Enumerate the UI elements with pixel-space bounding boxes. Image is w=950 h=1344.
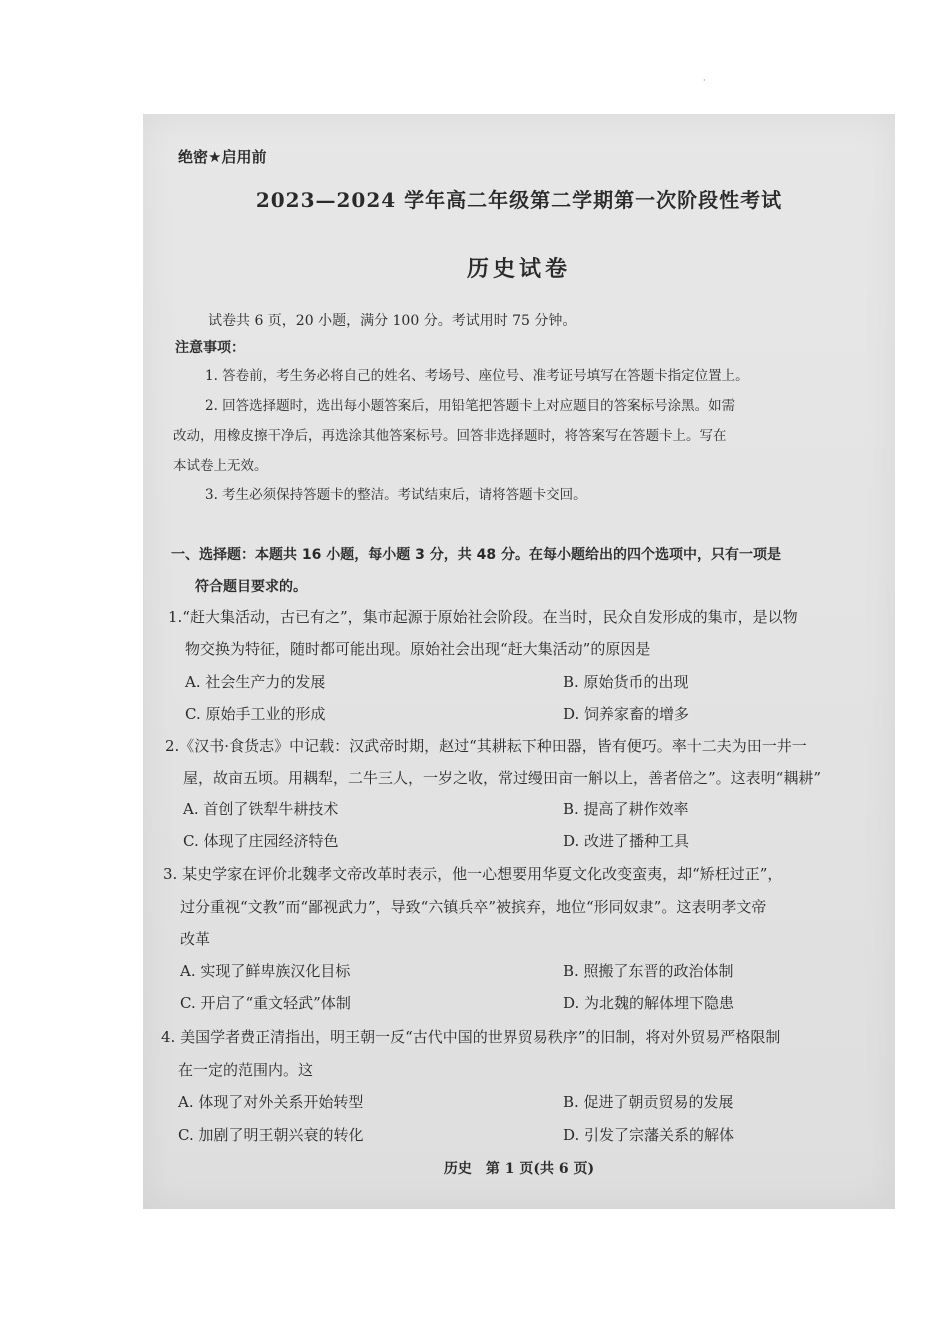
question-3-stem: 3. 某史学家在评价北魏孝文帝改革时表示，他一心想要用华夏文化改变蛮夷，却“矫枉过正”， [163, 865, 783, 883]
notice-item-2: 2. 回答选择题时，选出每小题答案后，用铅笔把答题卡上对应题目的答案标号涂黑。如需 [205, 398, 736, 414]
confidential-label: 绝密★启用前 [178, 148, 267, 166]
question-1-option-a[interactable]: A. 社会生产力的发展 [185, 673, 326, 691]
question-4-option-d[interactable]: D. 引发了宗藩关系的解体 [563, 1126, 735, 1144]
question-1-option-b[interactable]: B. 原始货币的出现 [563, 673, 689, 691]
question-3-option-b[interactable]: B. 照搬了东晋的政治体制 [563, 962, 734, 980]
page-footer: 历史 第 1 页(共 6 页) [443, 1161, 595, 1177]
section-heading-cont: 符合题目要求的。 [195, 579, 307, 595]
question-1-stem-cont: 物交换为特征，随时都可能出现。原始社会出现“赶大集活动”的原因是 [185, 640, 651, 658]
question-2-option-d[interactable]: D. 改进了播种工具 [563, 832, 690, 850]
question-4-option-a[interactable]: A. 体现了对外关系开始转型 [178, 1093, 364, 1111]
question-3-option-d[interactable]: D. 为北魏的解体埋下隐患 [563, 994, 735, 1012]
question-3-option-c[interactable]: C. 开启了“重文轻武”体制 [180, 994, 351, 1012]
notice-item-3: 3. 考生必须保持答题卡的整洁。考试结束后，请将答题卡交回。 [205, 487, 587, 503]
question-4-option-b[interactable]: B. 促进了朝贡贸易的发展 [563, 1093, 734, 1111]
section-heading: 一、选择题：本题共 16 小题，每小题 3 分，共 48 分。在每小题给出的四个选项中，只有一项是 [171, 547, 781, 563]
question-2-option-c[interactable]: C. 体现了庄园经济特色 [183, 832, 339, 850]
scan-dot: · [703, 76, 706, 85]
subject-title: 历史试卷 [466, 256, 571, 282]
exam-paper [143, 114, 895, 1209]
question-4-option-c[interactable]: C. 加剧了明王朝兴衰的转化 [178, 1126, 364, 1144]
question-4-stem: 4. 美国学者费正清指出，明王朝一反“古代中国的世界贸易秩序”的旧制，将对外贸易严格限制 [161, 1028, 781, 1046]
exam-info: 试卷共 6 页，20 小题，满分 100 分。考试用时 75 分钟。 [208, 313, 577, 329]
exam-title: 2023—2024 学年高二年级第二学期第一次阶段性考试 [255, 188, 783, 212]
question-3-option-a[interactable]: A. 实现了鲜卑族汉化目标 [180, 962, 351, 980]
question-1-option-d[interactable]: D. 饲养家畜的增多 [563, 705, 690, 723]
question-2-stem-cont: 屋，故亩五顷。用耦犁，二牛三人，一岁之收，常过缦田亩一斛以上，善者倍之”。这表明“耦耕” [183, 769, 822, 787]
question-4-stem-cont: 在一定的范围内。这 [178, 1061, 314, 1079]
question-2-option-b[interactable]: B. 提高了耕作效率 [563, 800, 689, 818]
question-3-stem-end: 改革 [180, 930, 211, 948]
question-3-stem-cont: 过分重视“文教”而“鄙视武力”，导致“六镇兵卒”被摈弃，地位“形同奴隶”。这表明孝文帝 [180, 898, 767, 916]
notice-item-1: 1. 答卷前，考生务必将自己的姓名、考场号、座位号、准考证号填写在答题卡指定位置上。 [205, 368, 749, 384]
question-1-option-c[interactable]: C. 原始手工业的形成 [185, 705, 326, 723]
notice-item-2-cont: 改动，用橡皮擦干净后，再选涂其他答案标号。回答非选择题时，将答案写在答题卡上。写在 [173, 428, 727, 444]
notice-heading: 注意事项： [175, 340, 245, 356]
notice-item-2-end: 本试卷上无效。 [173, 458, 268, 474]
question-2-stem: 2.《汉书·食货志》中记载：汉武帝时期，赵过“其耕耘下种田器，皆有便巧。率十二夫为田一井一 [165, 737, 807, 755]
question-1-stem: 1.“赶大集活动，古已有之”，集市起源于原始社会阶段。在当时，民众自发形成的集市，是以物 [168, 608, 798, 626]
question-2-option-a[interactable]: A. 首创了铁犁牛耕技术 [183, 800, 339, 818]
